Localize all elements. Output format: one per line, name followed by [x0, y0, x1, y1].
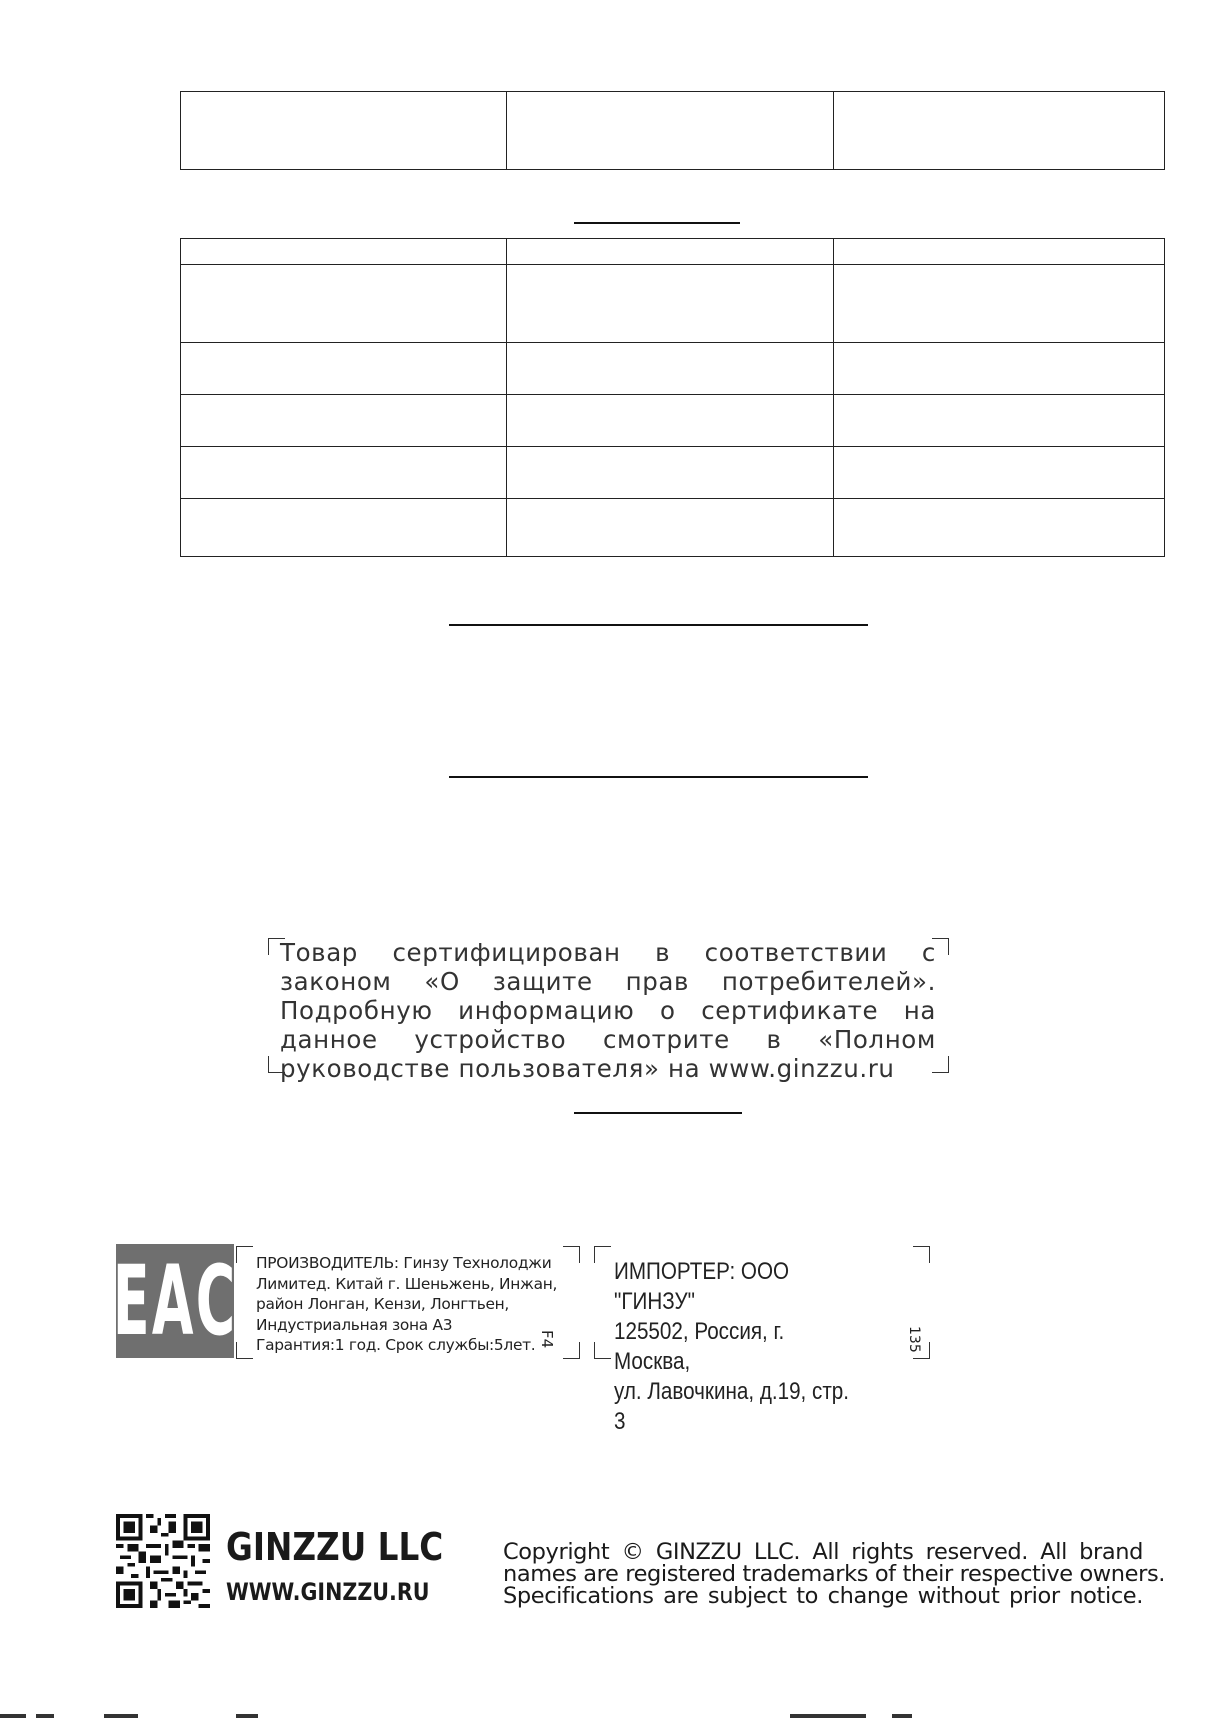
copyright-notice: [503, 1539, 1166, 1609]
table-row: [181, 395, 1165, 447]
copyright-line: names are registered trademarks of their respective owners.: [503, 1561, 1166, 1587]
importer-line: ИМПОРТЕР: ООО "ГИНЗУ": [614, 1258, 790, 1315]
eac-mark-text: EAC: [112, 1245, 238, 1357]
copyright-line: Specifications are subject to change without prior notice.: [503, 1583, 1143, 1609]
table-row: [181, 447, 1165, 499]
table-row: [181, 343, 1165, 395]
section-rule: [574, 1112, 742, 1114]
table-cell: [181, 265, 507, 343]
manufacturer-line: район Лонган, Кензи, Лонгтьен,: [256, 1295, 510, 1313]
table-cell: [181, 447, 507, 499]
table-cell: [181, 343, 507, 395]
importer-line: ул. Лавочкина, д.19, стр. 3: [614, 1378, 850, 1435]
cropped-text-fragment: [892, 1714, 912, 1718]
cropped-text-fragment: [236, 1714, 258, 1718]
table-cell: [181, 499, 507, 557]
table-cell: [834, 395, 1165, 447]
corner-bracket: [236, 1246, 253, 1263]
manufacturer-line: Индустриальная зона А3: [256, 1315, 453, 1334]
cropped-text-fragment: [790, 1714, 866, 1718]
table-cell: [834, 239, 1165, 265]
cropped-text-fragment: [36, 1714, 54, 1718]
table-cell: [507, 447, 834, 499]
corner-bracket: [594, 1246, 611, 1263]
brand-name: GINZZU LLC: [226, 1525, 444, 1569]
copyright-line: Copyright © GINZZU LLC. All rights reserved. All brand: [503, 1539, 1143, 1565]
manufacturer-line: Гарантия:1 год. Срок службы:5лет.: [256, 1336, 536, 1354]
manufacturer-text: [256, 1253, 566, 1356]
table-cell: [507, 92, 834, 170]
section-rule: [449, 624, 868, 626]
corner-bracket: [236, 1342, 253, 1359]
table-cell: [507, 265, 834, 343]
eac-logo: [112, 1244, 238, 1358]
table-cell: [834, 499, 1165, 557]
cropped-text-fragment: [0, 1714, 26, 1718]
cropped-text-fragment: [104, 1714, 138, 1718]
table-cell: [507, 343, 834, 395]
table-cell: [181, 239, 507, 265]
section-rule: [574, 222, 740, 224]
manufacturer-line: ПРОИЗВОДИТЕЛЬ: Гинзу Технолоджи: [256, 1254, 552, 1272]
spec-table: [180, 238, 1165, 557]
table-row: [181, 499, 1165, 557]
table-cell: [181, 395, 507, 447]
table-row: [181, 92, 1165, 170]
table-cell: [507, 395, 834, 447]
manufacturer-line: Лимитед. Китай г. Шеньжень, Инжан,: [256, 1274, 558, 1293]
table-header-row: [181, 239, 1165, 265]
table-cell: [834, 343, 1165, 395]
importer-code: 135: [906, 1326, 922, 1353]
corner-bracket: [594, 1342, 611, 1359]
importer-line: 125502, Россия, г. Москва,: [614, 1318, 785, 1375]
qr-code-icon: [116, 1514, 210, 1608]
top-table: [180, 91, 1165, 170]
table-cell: [834, 447, 1165, 499]
table-cell: [507, 239, 834, 265]
certification-text: Товар сертифицирован в соответствии с законом «О защите прав потребителей». Подробную информацию о сертификате на данное устройство смотрите в «Полном руководстве пользователя» на www.ginzzu.ru: [280, 938, 936, 1083]
manufacturer-code: F4: [538, 1330, 556, 1349]
table-cell: [181, 92, 507, 170]
table-cell: [834, 92, 1165, 170]
section-rule: [449, 776, 868, 778]
corner-bracket: [913, 1246, 930, 1263]
brand-url: WWW.GINZZU.RU: [226, 1578, 430, 1606]
table-cell: [834, 265, 1165, 343]
table-row: [181, 265, 1165, 343]
importer-text: [614, 1257, 863, 1437]
table-cell: [507, 499, 834, 557]
